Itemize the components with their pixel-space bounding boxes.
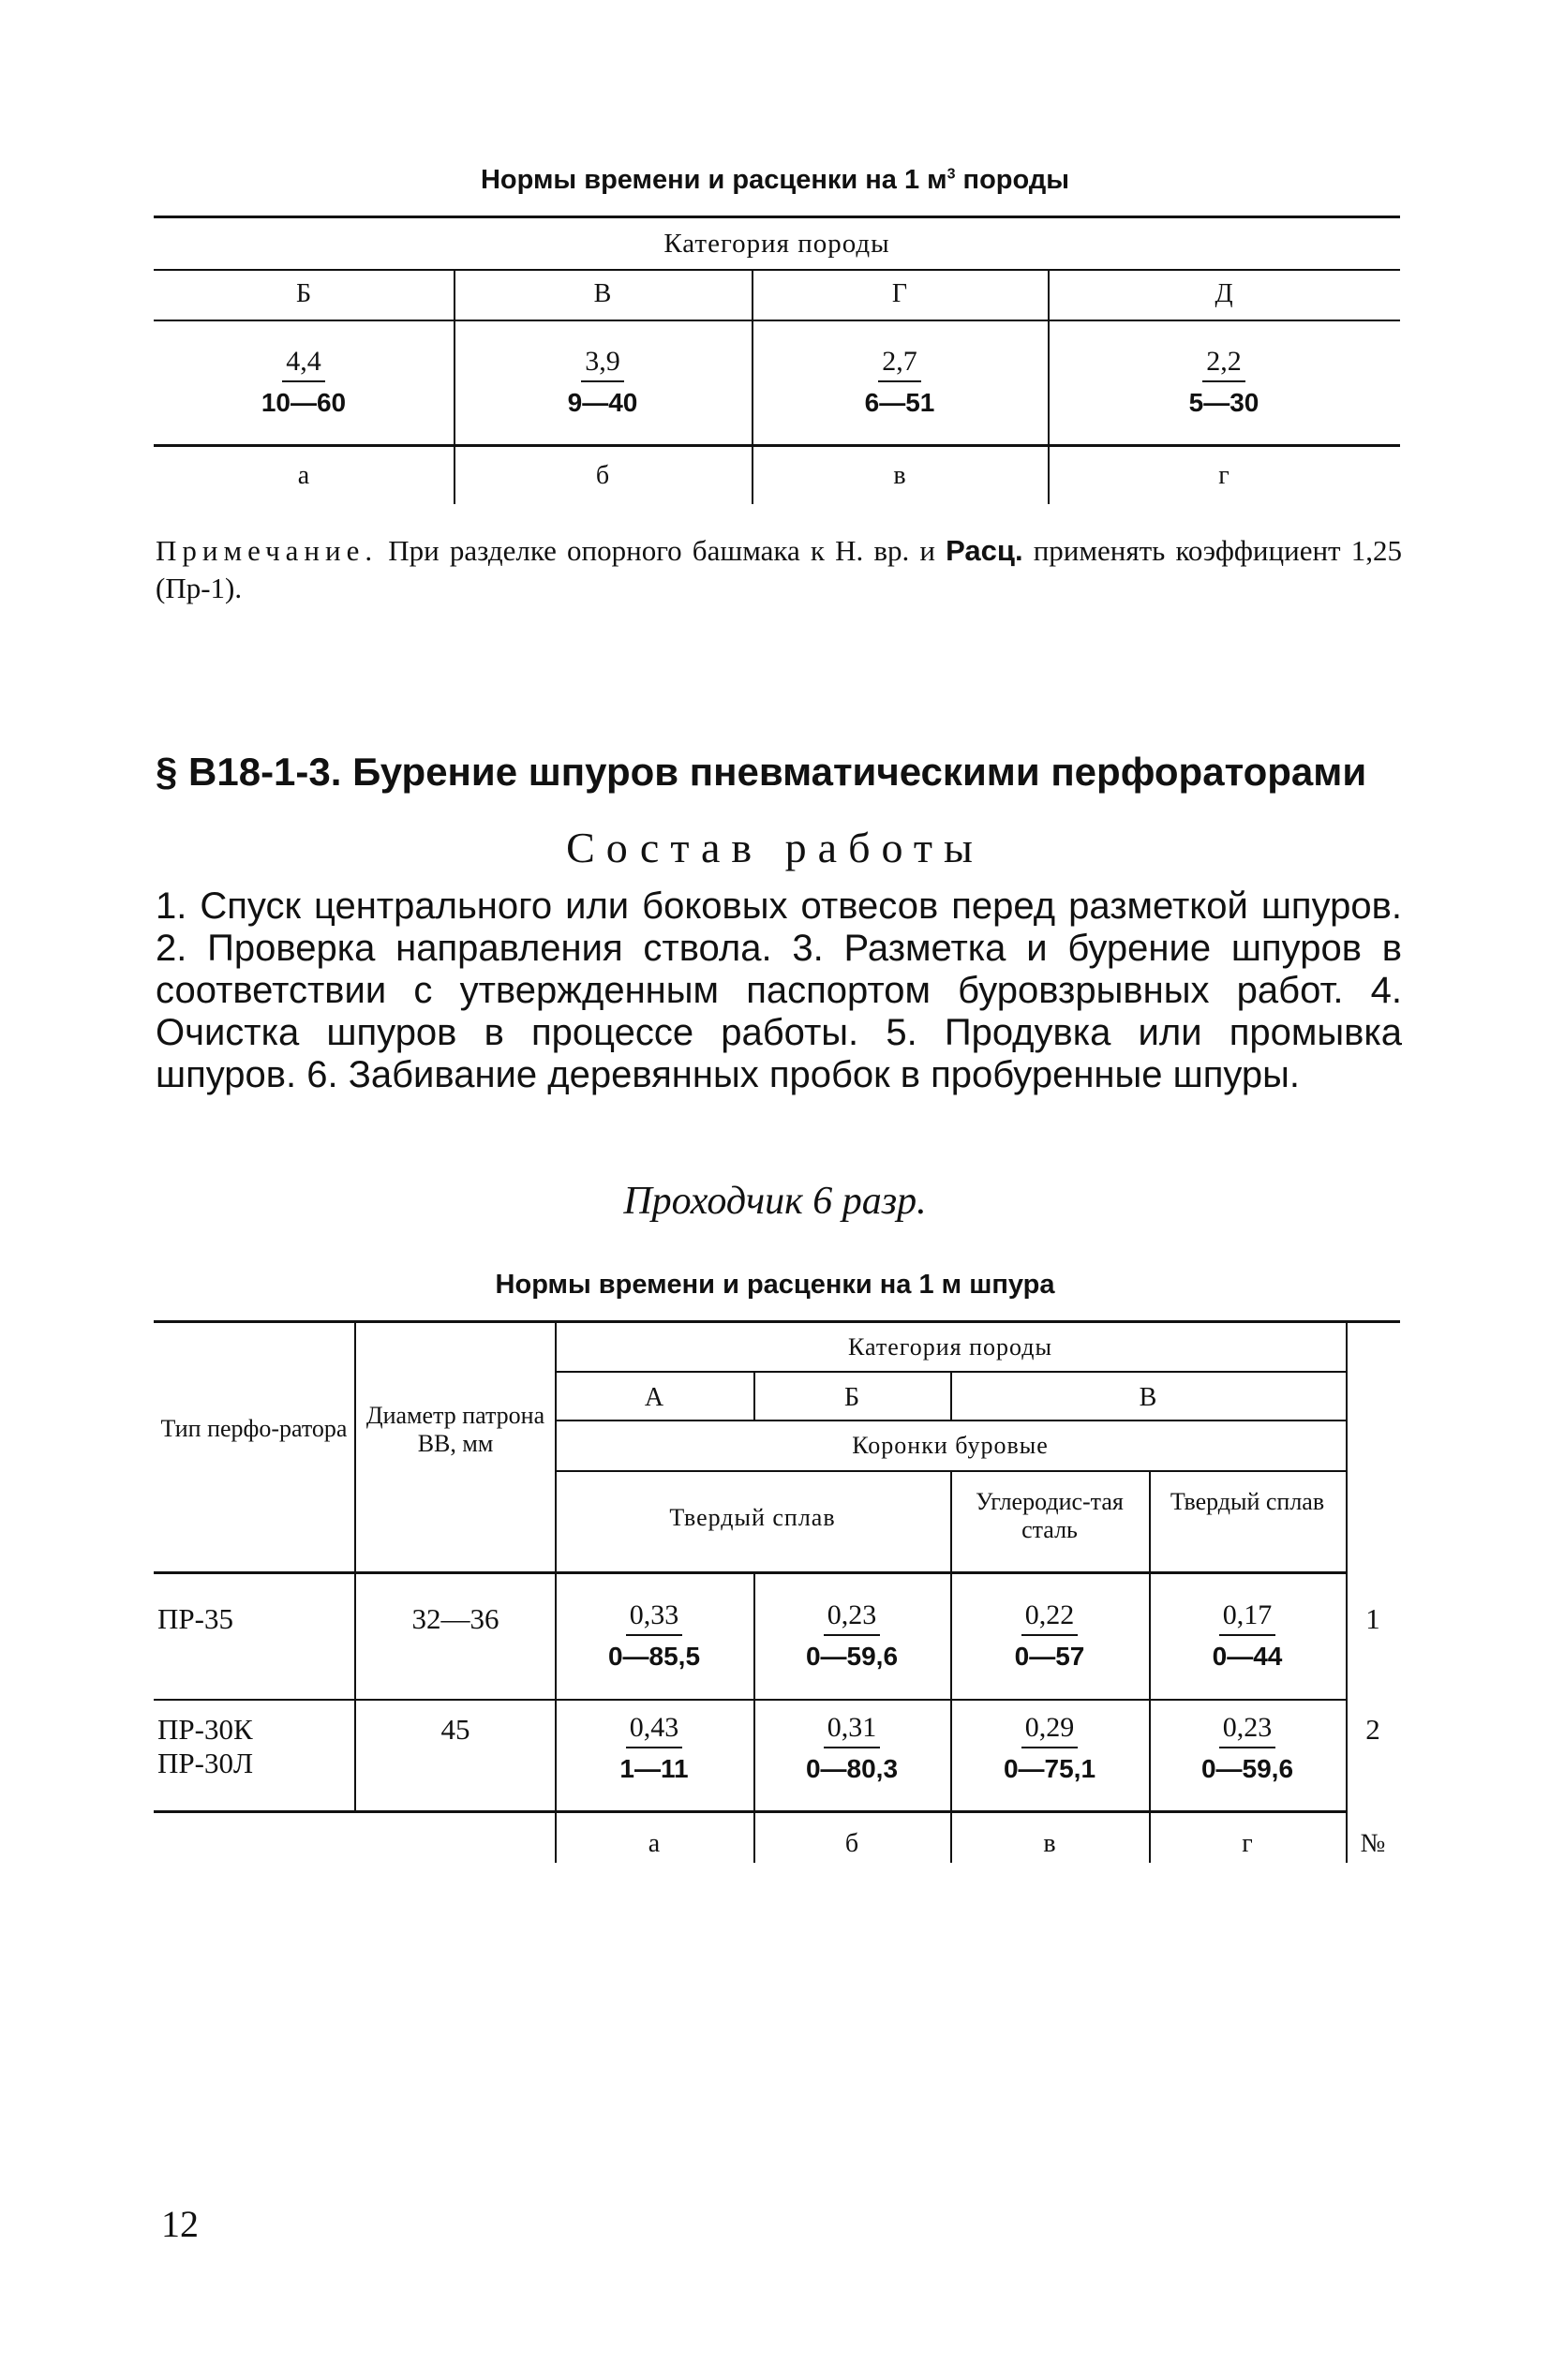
table2-bit-carbon: Углеродис-тая сталь xyxy=(976,1488,1124,1543)
page-number: 12 xyxy=(161,2203,199,2245)
work-composition-text: 1. Спуск центрального или боковых отвесов перед разметкой шпуров. 2. Проверка направления ствола. 3. Разметка и бурение шпуров в соответствии с утвержденным паспортом буровзрывных работ. 4. Очистка шпуров в процессе работы. 5. Продувка или промывка шпуров. 6. Забивание деревянных пробок в пробуренные шпуры. xyxy=(156,885,1402,1095)
table2-number-label: № xyxy=(1360,1829,1386,1858)
table1-value: 4,4 10—60 xyxy=(154,341,454,424)
norm-value: 0,22 0—57 xyxy=(950,1595,1149,1677)
norm-value: 0,43 1—11 xyxy=(555,1707,753,1790)
table2-col-diameter-header: Диаметр патрона ВВ, мм xyxy=(365,1402,545,1457)
table1-column-letter: г xyxy=(1218,461,1230,490)
table2-category: А xyxy=(644,1383,664,1412)
table1-column-letter: а xyxy=(297,461,310,490)
norm-value: 0,17 0—44 xyxy=(1149,1595,1346,1677)
table2-column-letter: в xyxy=(1043,1829,1056,1858)
table2-column-letter: б xyxy=(844,1829,859,1858)
table1-value: 3,9 9—40 xyxy=(454,341,752,424)
table2-bits-header: Коронки буровые xyxy=(852,1432,1049,1459)
worker-grade: Проходчик 6 разр. xyxy=(623,1180,927,1223)
table2-column-letter: а xyxy=(648,1829,661,1858)
table1-col-header: Д xyxy=(1215,279,1233,308)
norm-value: 0,31 0—80,3 xyxy=(753,1707,950,1790)
table1-col-header: Г xyxy=(891,279,908,308)
table1-col-header: Б xyxy=(295,279,312,308)
table2-col-type-header: Тип перфо-ратора xyxy=(160,1415,348,1442)
table1-column-letter: б xyxy=(595,461,610,490)
perforator-type: ПР-35 xyxy=(157,1602,233,1635)
perforator-type: ПР-30К ПР-30Л xyxy=(157,1713,253,1779)
table2-category: В xyxy=(1139,1383,1157,1412)
table1-group-header: Категория породы xyxy=(663,229,890,259)
table2-bit-hard2: Твердый сплав xyxy=(1170,1488,1325,1515)
table2-bit-hard: Твердый сплав xyxy=(669,1504,836,1531)
table2-column-letter: г xyxy=(1242,1829,1253,1858)
table1-note: Примечание. При разделке опорного башмака к Н. вр. и Расц. применять коэффициент 1,25 (Пр-1). xyxy=(156,534,1402,604)
table1-column-letter: в xyxy=(893,461,906,490)
table1-value: 2,7 6—51 xyxy=(752,341,1048,424)
section-heading: § В18-1-3. Бурение шпуров пневматическими перфораторами xyxy=(156,750,1367,794)
table2-group-header: Категория породы xyxy=(847,1333,1053,1361)
norm-value: 0,23 0—59,6 xyxy=(753,1595,950,1677)
table2-caption: Нормы времени и расценки на 1 м шпура xyxy=(495,1270,1055,1300)
table1-value: 2,2 5—30 xyxy=(1048,341,1400,424)
norm-value: 0,23 0—59,6 xyxy=(1149,1707,1346,1790)
section-subheading: Состав работы xyxy=(566,824,984,871)
table2-category: Б xyxy=(843,1383,860,1412)
charge-diameter: 32—36 xyxy=(411,1602,499,1635)
row-number: 1 xyxy=(1365,1602,1380,1635)
norm-value: 0,29 0—75,1 xyxy=(950,1707,1149,1790)
charge-diameter: 45 xyxy=(440,1713,470,1746)
norm-value: 0,33 0—85,5 xyxy=(555,1595,753,1677)
row-number: 2 xyxy=(1365,1713,1380,1746)
table1-caption: Нормы времени и расценки на 1 $м^3$ породы xyxy=(480,165,1070,195)
table1-col-header: В xyxy=(593,279,612,308)
